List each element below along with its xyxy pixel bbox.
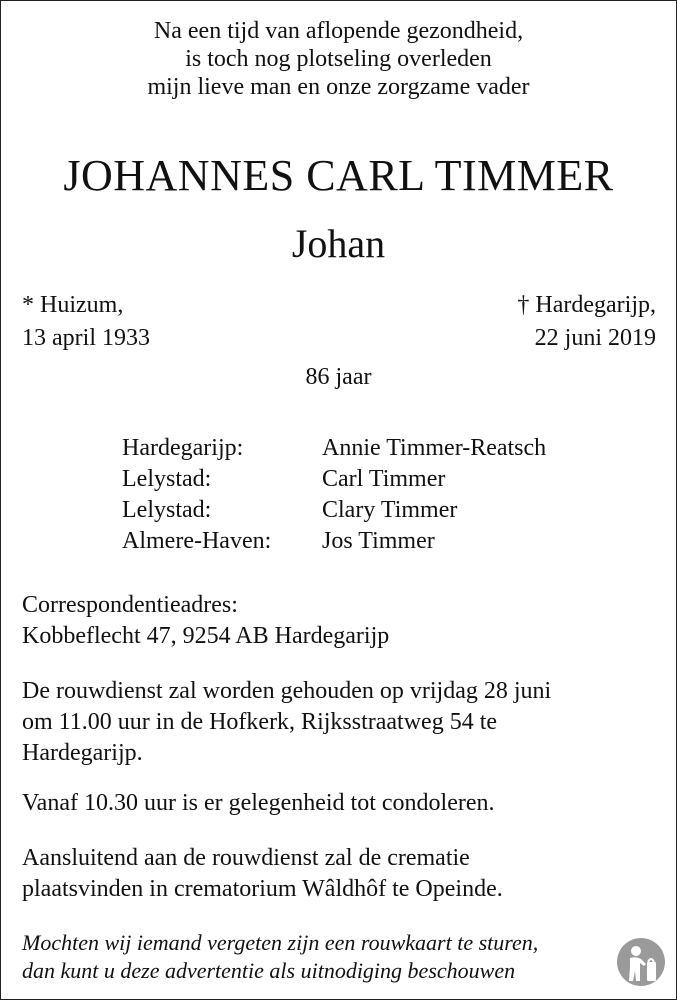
mourning-figure-icon: [616, 937, 666, 987]
intro-line: is toch nog plotseling overleden: [185, 46, 492, 72]
intro-line: Na een tijd van aflopende gezondheid,: [153, 18, 524, 44]
condolence-text: Vanaf 10.30 uur is er gelegenheid tot condoleren.: [22, 790, 495, 816]
family-member-name: Clary Timmer: [322, 497, 458, 523]
closing-note: [22, 929, 538, 985]
cremation-line: plaatsvinden in crematorium Wâldhôf te Opeinde.: [22, 876, 503, 902]
death-info: [517, 289, 656, 355]
deceased-full-name: JOHANNES CARL TIMMER: [63, 151, 614, 200]
service-line: om 11.00 uur in de Hofkerk, Rijksstraatweg 54 te: [22, 709, 498, 735]
family-list: [122, 433, 546, 557]
family-member-name: Jos Timmer: [322, 528, 435, 554]
death-place: † Hardegarijp,: [517, 292, 656, 318]
age-text: 86 jaar: [305, 364, 372, 390]
closing-line: Mochten wij iemand vergeten zijn een rouwkaart te sturen,: [22, 930, 539, 955]
service-paragraph: [22, 676, 551, 769]
deceased-nickname: Johan: [291, 221, 386, 266]
cremation-paragraph: [22, 843, 503, 905]
correspondence-address: Kobbeflecht 47, 9254 AB Hardegarijp: [22, 623, 390, 649]
family-row: [122, 526, 546, 557]
cremation-line: Aansluitend aan de rouwdienst zal de crematie: [22, 845, 470, 871]
family-row: [122, 495, 546, 526]
birth-place: * Huizum,: [22, 292, 124, 318]
birth-date: 13 april 1933: [22, 325, 150, 351]
intro-line: mijn lieve man en onze zorgzame vader: [147, 74, 530, 100]
family-row: [122, 433, 546, 464]
correspondence-block: [22, 590, 389, 652]
family-place: Lelystad:: [122, 497, 212, 523]
correspondence-label: Correspondentieadres:: [22, 592, 238, 618]
birth-info: [22, 289, 150, 355]
intro-text: [0, 17, 677, 101]
family-member-name: Annie Timmer-Reatsch: [322, 435, 547, 461]
death-date: 22 juni 2019: [534, 325, 656, 351]
family-row: [122, 464, 546, 495]
closing-line: dan kunt u deze advertentie als uitnodiging beschouwen: [22, 958, 516, 983]
service-line: Hardegarijp.: [22, 740, 143, 766]
family-place: Lelystad:: [122, 466, 212, 492]
family-place: Almere-Haven:: [122, 528, 272, 554]
family-member-name: Carl Timmer: [322, 466, 446, 492]
family-place: Hardegarijp:: [122, 435, 244, 461]
service-line: De rouwdienst zal worden gehouden op vrijdag 28 juni: [22, 678, 552, 704]
